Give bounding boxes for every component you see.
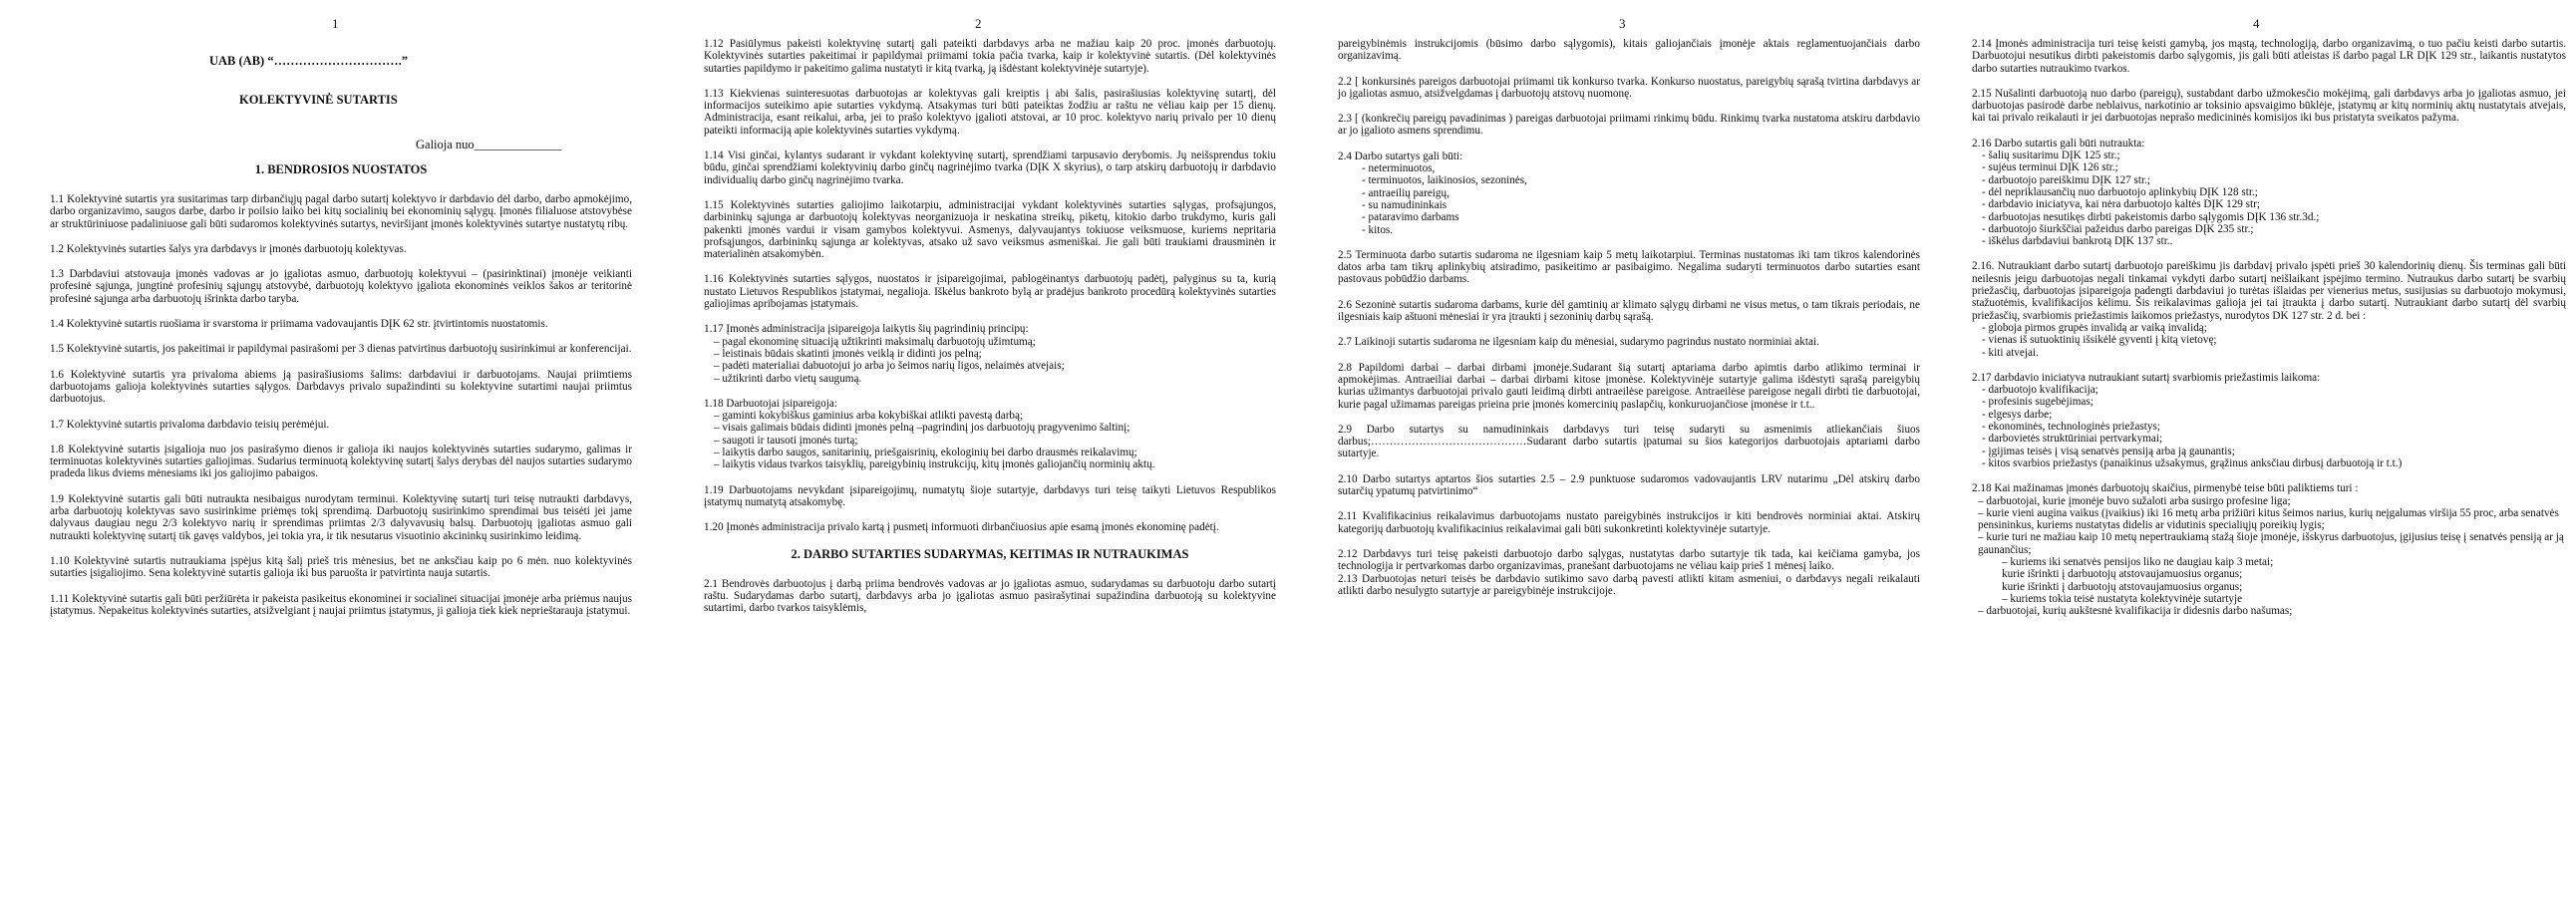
paragraph: 1.4 Kolektyvinė sutartis ruošiama ir svarstoma ir priimama vadovaujantis DĮK 62 str. įtvirtintomis nuostatomis.	[50, 318, 548, 331]
list-item: - profesinis sugebėjimas;	[1982, 396, 2093, 409]
document-page-3	[1288, 0, 1932, 899]
paragraph: 1.11 Kolektyvinė sutartis gali būti peržiūrėta ir pakeista pasikeitus ekonominei ir socialinei situacijai įmonėje arba priėmus naujus įstatymus. Nepakeitus kolektyvinės sutarties, atsižvelgiant į naujai priimtus įstatymus, ji galioja tiek kiek neprieštarauja įstatymui.	[50, 592, 632, 617]
list-item: - terminuotos, laikinosios, sezoninės,	[1362, 174, 1527, 187]
list-item: – kurie vieni augina vaikus (įvaikius) iki 16 metų arba prižiūri kitus šeimos narius, kurių neįgalumas viršija 55 proc, arba senatvės pensininkus, kuriems nustatytas didelis ar vidutinis specialiųjų poreikių lygis;	[1978, 506, 2559, 532]
list-item: – laikytis darbo saugos, sanitarinių, priešgaisrinių, ekologinių bei darbo drausmės reikalavimų;	[714, 447, 1137, 459]
list-item: - kiti atvejai.	[1982, 346, 2039, 359]
list-item: – kuriems iki senatvės pensijos liko ne daugiau kaip 3 metai;	[2002, 555, 2274, 568]
list-item: - darbuotojo kvalifikacija;	[1982, 384, 2098, 397]
list-item: - kitos svarbios priežastys (panaikinus užsakymus, grąžinus anksčiau dirbusį darbuotoją ir t.t.)	[1982, 456, 2403, 469]
list-item: - antraeilių pareigų,	[1362, 186, 1449, 199]
priority-list	[1972, 495, 2566, 618]
principles-list	[704, 336, 1276, 385]
paragraph-2-4: 2.4 Darbo sutartys gali būti:	[1338, 150, 1463, 162]
document-title: KOLEKTYVINĖ SUTARTIS	[239, 93, 398, 107]
obligations-list	[704, 410, 1276, 470]
paragraph: 2.7 Laikinoji sutartis sudaroma ne ilgesniam kaip du mėnesiai, sudarymo pagrindus nustato norminiai aktai.	[1338, 336, 1819, 349]
list-item: - neterminuotos,	[1362, 162, 1436, 175]
paragraph-2-18: 2.18 Kai mažinamas įmonės darbuotojų skaičius, pirmenybė teise būti paliktiems turi :	[1972, 482, 2359, 495]
paragraph: 1.6 Kolektyvinė sutartis yra privaloma abiems ją pasirašiusioms šalims: darbdaviui ir darbuotojams. Naujai priimtiems darbuotojams galioja kolektyvinės sutarties sąlygos. Darbdavys privalo supažindinti su kolektyvine sutartimi naujai priimtus darbuotojus.	[50, 368, 632, 406]
section-heading-1: 1. BENDROSIOS NUOSTATOS	[254, 162, 428, 176]
paragraph: 1.3 Darbdaviui atstovauja įmonės vadovas ar jo įgaliotas asmuo, darbuotojų kolektyvui – (pasirinktinai) įmonėje veikianti profesinė sąjunga, jungtinė profesinių sąjungų atstovybė, darbuotojų kolektyvo įgaliota ekonominės veiklos šakos ar teritorinė profesinė sąjunga arba darbuotojų išrinkta darbo taryba.	[50, 268, 632, 305]
page-number: 4	[2253, 16, 2260, 31]
paragraph: 1.2 Kolektyvinės sutarties šalys yra darbdavys ir įmonės darbuotojų kolektyvas.	[50, 242, 407, 255]
list-item: - darbdavio iniciatyva, kai nėra darbuotojo kaltės DĮK 129 str;	[1982, 198, 2260, 211]
list-item: - šalių susitarimu DĮK 125 str.;	[1982, 150, 2120, 162]
document-page-4	[1932, 0, 2576, 899]
termination-grounds-list	[1972, 150, 2566, 247]
important-reasons-list	[1972, 322, 2566, 359]
paragraph: 1.9 Kolektyvinė sutartis gali būti nutraukta nesibaigus nurodytam terminui. Kolektyvinę sutartį turi teisę nutraukti darbdavys, arba darbuotojų kolektyvas savo susirinkime priėmęs tokį sprendimą. Darbuotojų susirinkimo sprendimai bus teisėti jei jame dalyvaus daugiau negu 2/3 kolektyvo narių ir sprendimas priimtas 2/3 dalyvavusių balsų. Darbuotojų įgaliotas asmuo gali nutraukti kolektyvinę sutartį tik gavęs valdybos, jei tokia yra, ir tik nesutarus visuotinio akcininkų susirinkimo leidimą.	[50, 492, 632, 542]
list-item: - su namudininkais	[1362, 198, 1448, 211]
paragraph: 1.14 Visi ginčai, kylantys sudarant ir vykdant kolektyvinę sutartį, sprendžiami tarpusavio derybomis. Jų neišsprendus tokiu būdu, ginčai sprendžiami kolektyvinių darbo ginčų nagrinėjimo tvarka (DĮK X skyrius), o tarp atskirų darbuotojų ir darbdavio individualių darbo ginčų nagrinėjimo tvarka.	[704, 150, 1276, 186]
paragraph-group	[704, 484, 1276, 534]
valid-from-line: Galioja nuo______________	[416, 138, 562, 151]
list-item: – leistinais būdais skatinti įmonės veiklą ir didinti jos pelną;	[714, 347, 982, 360]
document-page-2	[644, 0, 1288, 899]
paragraph-2-12: 2.12 Darbdavys turi teisę pakeisti darbuotojo darbo sąlygas, nustatytas darbo sutartyje tik tada, kai keičiama gamyba, jos technologija ir pertvarkomas darbo organizavimas, pranešant darbuotojams ne vėliau kaip prieš 1 mėnesį laiko.	[1338, 547, 1920, 573]
page-1-content	[0, 38, 644, 899]
list-item: – kuriems tokia teisė nustatyta kolektyvinėje sutartyje	[2002, 592, 2243, 605]
paragraph-2-16: 2.16 Darbo sutartis gali būti nutraukta:	[1972, 137, 2145, 150]
page-4-content	[1932, 38, 2576, 899]
paragraph: 1.19 Darbuotojams nevykdant įsipareigojimų, numatytų šioje sutartyje, darbdavys turi teisę taikyti Lietuvos Respublikos įstatymų numatytą atsakomybę.	[704, 483, 1276, 508]
list-item: – laikytis vidaus tvarkos taisyklių, pareigybinių instrukcijų, kitų įmonės galiojančių norminių aktų.	[714, 458, 1155, 471]
list-item: - sujėus terminui DĮK 126 str.;	[1982, 161, 2118, 174]
paragraph-2-13: 2.13 Darbuotojas neturi teisės be darbdavio sutikimo savo darbą pavesti atlikti kitam asmeniui, o darbdavys negali reikalauti atlikti darbo nesulygto sutartyje ar pareigybinėje instrukcijoje.	[1338, 572, 1920, 597]
list-item: - pataravimo darbams	[1362, 211, 1459, 224]
list-item: kurie išrinkti į darbuotojų atstovaujamuosius organus;	[2002, 568, 2243, 581]
paragraph-group	[1338, 38, 1920, 138]
list-item: - darbuotojas nesutikęs dirbti pakeistomis darbo sąlygomis DĮK 136 str.3d.;	[1982, 210, 2320, 223]
list-item: - elgesys darbe;	[1982, 408, 2053, 421]
paragraph: 1.13 Kiekvienas suinteresuotas darbuotojas ar kolektyvas gali kreiptis į abi šalis, pasirašiusias kolektyvinę sutartį, dėl informacijos suteikimo apie sutarties vykdymą. Atsakymas turi būti pateiktas žodžiu ar raštu ne vėliau kaip per 15 dienų. Administracija, esant reikalui, arba, jei to prašo kolektyvo įgalioti atstovai, ar 10 proc. kolektyvo narių privalo per 10 dienų pateikti informaciją apie kolektyvinės sutarties vykdymą.	[704, 87, 1276, 137]
paragraph: 2.10 Darbo sutartys aptartos šios sutarties 2.5 – 2.9 punktuose sudaromos vadovaujantis LRV nutarimu „Dėl atskirų darbo sutarčių ypatumų patvirtinimo“	[1338, 472, 1920, 498]
paragraph-2-1: 2.1 Bendrovės darbuotojus į darbą priima bendrovės vadovas ar jo įgaliotas asmuo, sudarydamas su darbuotoju darbo sutartį raštu. Sudarydamas darbo sutartį, darbdavys arba jo įgaliotas asmuo pasirašytinai supažindina darbuotoją su kolektyvine sutartimi, darbo tvarkos taisyklėmis,	[704, 577, 1276, 615]
paragraph: 1.16 Kolektyvinės sutarties sąlygos, nuostatos ir įsipareigojimai, pablogėinantys darbuotojų padėtį, palyginus su ta, kurią nustato Lietuvos Respublikos įstatymai, negalioja. Iškėlus bankroto bylą ar pradėjus bankroto procedūrą kolektyvinės sutarties galiojimas apribojamas įstatymais.	[704, 273, 1276, 311]
list-item: - dėl nepriklausančių nuo darbuotojo aplinkybių DĮK 128 str.;	[1982, 185, 2258, 198]
paragraph: 2.9 Darbo sutartys su namudininkais darbdavys turi teisę sudaryti su asmenimis atliekančiais šiuos darbus;……………………………………Sudarant darbo sutartis įpatumai su šios kategorijos darbuotojais aptariami darbo sutartyje.	[1338, 423, 1920, 460]
list-item: – kurie turi ne mažiau kaip 10 metų nepertraukiamą stažą šioje įmonėje, išskyrus darbuotojus, įgijusius teisę į senatvės pensiją ar ją gaunančius;	[1978, 531, 2564, 556]
list-item: – darbuotojai, kurie įmonėje buvo sužaloti arba susirgo profesine liga;	[1978, 494, 2291, 507]
paragraph: 2.3 [ (konkrečių pareigų pavadinimas ) pareigas darbuotojai priimami rinkimų būdu. Rinkimų tvarka nustatoma atskiru darbdavio ar jo įgalioto asmens sprendimu.	[1338, 113, 1920, 138]
paragraph-2-16-b: 2.16. Nutraukiant darbo sutartį darbuotojo pareiškimu jis darbdavį privalo įspėti prieš 30 kalendorinių dienų. Šis terminas gali būti neilesnis jeigu darbuotojas negali tinkamai vykdyti darbo sutartį neišlaikant įspėjimo termino. Nutraukus darbo sutartį be svarbių priežasčių, darbuotojas įsipareigoja padengti darbdaviui jo turėtas išlaidas per vienerius metus, susijusias su darbuotojo mokymusi, stažuotėmis, kvalifikacijos kėlimu. Šis reikalavimas galioja jei tai įtraukta į darbo sutartį. Nutraukiant darbo sutartį dėl svarbių priežasčių, svarbiomis priežastimis laikomos priežastys, nurodytos DK 127 str. 2 d. bei :	[1972, 260, 2566, 322]
list-item: - darbovietės struktūriniai pertvarkymai;	[1982, 433, 2163, 446]
page-3-content	[1288, 38, 1932, 899]
paragraph: 2.6 Sezoninė sutartis sudaroma darbams, kurie dėl gamtinių ar klimato sąlygų dirbami ne visus metus, o tam tikrais periodais, ne ilgesniais kaip aštuoni mėnesiai ir yra įtraukti į sezoninių darbų sąrašą.	[1338, 298, 1920, 324]
list-item: – pagal ekonominę situaciją užtikrinti maksimalų darbuotojų užimtumą;	[714, 335, 1036, 348]
document-page-1	[0, 0, 644, 899]
list-item: – darbuotojai, kurių aukštesnė kvalifikacija ir didesnis darbo našumas;	[1978, 605, 2293, 618]
list-item: – saugoti ir tausoti įmonės turtą;	[714, 434, 858, 447]
list-item: – visais galimais būdais didinti įmonės pelną –pagrindinį jos darbuotojų pragyvenimo šaltinį;	[714, 422, 1130, 435]
list-item: – padėti materialiai dabuotojui jo arba jo šeimos narių ligos, nelaimės atvejais;	[714, 360, 1065, 373]
list-item: – užtikrinti darbo vietų saugumą.	[714, 372, 862, 385]
paragraph-1-17: 1.17 Įmonės administracija įsipareigoja laikytis šių pagrindinių principų:	[704, 323, 1029, 336]
list-item: - darbuotojo pareiškimu DĮK 127 str.;	[1982, 173, 2151, 186]
list-item: – gaminti kokybiškus gaminius arba kokybiškai atlikti pavestą darbą;	[714, 410, 1024, 423]
paragraph-group	[1338, 249, 1920, 535]
paragraph: 2.11 Kvalifikacinius reikalavimus darbuotojams nustato pareigybinės instrukcijos ir kiti bendrovės norminiai aktai. Atskirų kategorijų darbuotojų kvalifikacinius reikalavimai gali būti sukonkretinti kolektyvinėje sutartyje.	[1338, 510, 1920, 535]
paragraph: 1.8 Kolektyvinė sutartis įsigalioja nuo jos pasirašymo dienos ir galioja iki naujos kolektyvinės sutarties sudarymo, galimas ir terminuotas kolektyvinės sutarties galiojimas. Sudarius terminuotą kolektyvinę sutartį šalys derybas dėl naujos sutarties sudarymo pradeda likus dviems mėnesiams iki jos galiojimo pabaigos.	[50, 443, 632, 480]
paragraph: 2.14 Įmonės administracija turi teisę keisti gamybą, jos mąstą, technologiją, darbo organizavimą, o tuo pačiu keisti darbo sutartis. Darbuotojui nesutikus dirbti pakeistomis darbo sąlygomis, jis gali būti atleistas iš darbo pagal LR DĮK 129 str., laikantis nustatytos darbo sutarties nutraukimo tvarkos.	[1972, 38, 2566, 75]
section-1-paragraphs	[50, 193, 632, 617]
list-item: - darbuotojo šiurkščiai pažeidus darbo pareigas DĮK 235 str.;	[1982, 222, 2254, 235]
paragraph: 1.10 Kolektyvinė sutartis nutraukiama įspėjus kitą šalį prieš tris mėnesius, bet ne anksčiau kaip po 6 mėn. nuo kolektyvinės sutarties įsigaliojimo. Sena kolektyvinė sutartis galioja iki bus paruošta ir patvirtinta nauja sutartis.	[50, 554, 632, 580]
paragraph: 2.2 [ konkursinės pareigos darbuotojai priimami tik konkurso tvarka. Konkurso nuostatus, pareigybių sąrašą tvirtina darbdavys ar jo įgaliotas asmuo, atsižvelgdamas į darbuotojų atstovų nuomonę.	[1338, 75, 1920, 100]
list-item: - kitos.	[1362, 223, 1394, 236]
list-item: kurie išrinkti į darbuotojų atstovaujamuosius organus;	[2002, 580, 2243, 593]
company-name: UAB (AB) “………………………….”	[209, 54, 408, 68]
section-heading-2: 2. DARBO SUTARTIES SUDARYMAS, KEITIMAS IR NUTRAUKIMAS	[791, 546, 1189, 561]
employer-reasons-list	[1972, 384, 2566, 469]
list-item: - ekonominės, technologinės priežastys;	[1982, 421, 2160, 434]
paragraph: pareigybinėmis instrukcijomis (būsimo darbo sąlygomis), kitais galiojančiais įmonėje aktais reglamentuojančiais darbo organizavimą.	[1338, 38, 1920, 63]
paragraph: 1.12 Pasiūlymus pakeisti kolektyvinę sutartį gali pateikti darbdavys arba ne mažiau kaip 20 proc. įmonės darbuotojų. Kolektyvinės sutarties pakeitimai ir papildymai priimami tokia pačia tvarka, kaip ir kolektyvinė sutartis. (Dėl kolektyvinės sutarties papildymo ir pakeitimo galima nustatyti ir kitą tvarką, ją išdėstant kolektyvinėje sutartyje).	[704, 38, 1276, 75]
list-item: - globoja pirmos grupės invalidą ar vaiką invalidą;	[1982, 321, 2207, 334]
page-number: 2	[975, 16, 982, 31]
paragraph: 2.15 Nušalinti darbuotoją nuo darbo (pareigų), sustabdant darbo užmokesčio mokėjimą, gali darbdavys arba jo įgaliotas asmuo, jei darbuotojas pasirodė darbe neblaivus, narkotinio ar toksinio apsvaigimo būklėje, įstatymų ar kitų norminių aktų nustatytais atvejais, kai tai privalo reikalauti ir jei darbuotojas neprašo medicininės komisijos iki bus pristatyta sveikatos pažyma.	[1972, 87, 2566, 125]
list-item: - vienas iš sutuoktinių išsikėlė gyventi į kitą vietovę;	[1982, 334, 2217, 347]
page-2-content	[644, 38, 1288, 899]
paragraph: 1.5 Kolektyvinė sutartis, jos pakeitimai ir papildymai pasirašomi per 3 dienas patvirtinus darbuotojų susirinkimui ar konferencijai.	[50, 343, 632, 356]
paragraph-group	[1972, 38, 2566, 125]
paragraph-1-18: 1.18 Darbuotojai įsipareigoja:	[704, 397, 837, 410]
paragraph: 1.1 Kolektyvinė sutartis yra susitarimas tarp dirbančiųjų pagal darbo sutartį kolektyvo ir darbdavio dėl darbo, darbo apmokėjimo, darbo organizavimo, saugos darbe, darbo ir poilsio laiko bei kitų socialinių bei ekonominių sąlygų. Įmonės filialuose atstovybėse ar struktūriniuose padaliniuose gali būti sudaromos kolektyvinės sutartys, neviršijant įmonės kolektyvinės sutartye nustatytų ribų.	[50, 193, 632, 230]
paragraph: 1.7 Kolektyvinė sutartis privaloma darbdavio teisių perėmėjui.	[50, 418, 330, 431]
paragraph: 2.8 Papildomi darbai – darbai dirbami įmonėje.Sudarant šią sutartį aptariama darbo apimtis darbo atlikimo terminai ir apmokėjimas. Antraeiliai darbai – darbai dirbami kitose įmonėse. Kolektyvinėje sutartyje galima išdėstyti sąrašą pareigybių kurias užimantys darbuotojai privalo gauti leidimą dirbti antraeilėse pareigose. Antraeilėse pareigose negali dirbti tie darbuotojai, kurie pagal užimamas pareigas prieina prie įmonės komercinių paslapčių, konkuruojančiose įmonėse ir t.t..	[1338, 361, 1920, 411]
page-number: 3	[1619, 16, 1626, 31]
paragraph-group	[704, 38, 1276, 310]
paragraph: 2.5 Terminuota darbo sutartis sudaroma ne ilgesniam kaip 5 metų laikotarpiui. Terminas nustatomas iki tam tikros kalendorinės datos arba tam tikrų aplinkybių atsiradimo, pasikeitimo ar pasibaigimo. Negalima sudaryti terminuotos darbo sutarties esant pastovaus pobūdžio darbams.	[1338, 248, 1920, 286]
paragraph-2-17: 2.17 darbdavio iniciatyva nutraukiant sutartį svarbiomis priežastimis laikoma:	[1972, 371, 2321, 384]
list-item: - iškėlus darbdaviui bankrotą DĮK 137 str..	[1982, 235, 2173, 248]
paragraph: 1.15 Kolektyvinės sutarties galiojimo laikotarpiu, administracijai vykdant kolektyvinės sutarties sąlygas, profsąjungos, darbininkų sąjunga ar darbuotojų kolektyvas neorganizuoja ir neskatina streikų, piketų, kitokio darbo trukdymo, kuris gali pakenkti įmonės vardui ir visam gamybos kolektyvui. Asmenys, dalyvaujantys tokiuose veiksmuose, kuriems nepritaria profsąjungos, darbininkų sąjunga ar kolektyvas, atsako už savo veiksmus asmeniškai. Jie gali būti traukiami drausminėn ir materialinėn atsakomybėn.	[704, 198, 1276, 261]
paragraph: 1.20 Įmonės administracija privalo kartą į pusmetį informuoti dirbančiuosius apie esamą įmonės ekonominę padėtį.	[704, 521, 1219, 534]
page-number: 1	[332, 16, 339, 31]
contract-types-list	[1338, 162, 1920, 236]
list-item: - įgijimas teisės į visą senatvės pensiją arba ją gaunantis;	[1982, 445, 2235, 457]
